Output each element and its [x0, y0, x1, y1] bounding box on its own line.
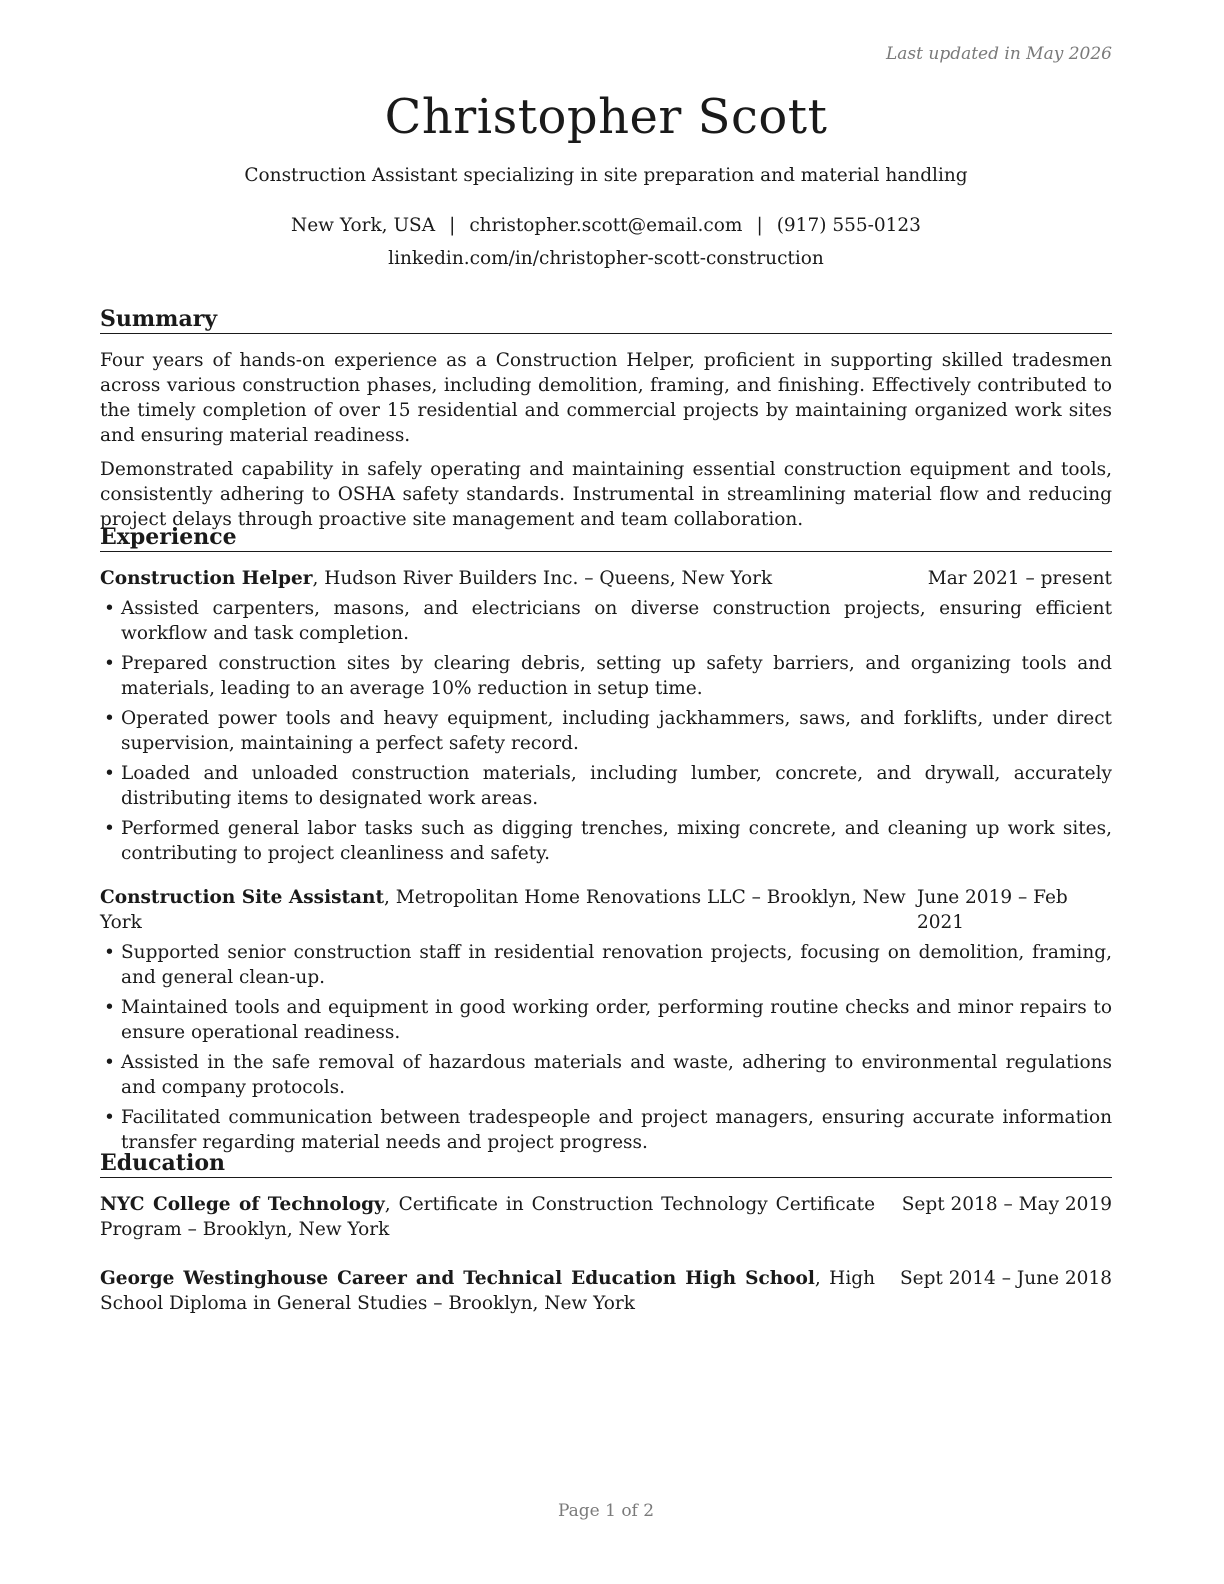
job-company: , Metropolitan Home Renovations LLC – Brooklyn, New York [100, 887, 906, 933]
contact-location: New York, USA [291, 215, 436, 236]
bullet-text: Performed general labor tasks such as digging trenches, mixing concrete, and cleaning up work sites, contributing to project cleanliness and safety. [121, 818, 1112, 864]
contact-phone[interactable]: (917) 555-0123 [776, 215, 921, 236]
page-number: Page 1 of 2 [557, 1501, 655, 1521]
education-description [100, 1266, 875, 1316]
bullet-glyph: • [104, 1107, 115, 1128]
job-bullets [100, 596, 1112, 866]
bullet-text: Operated power tools and heavy equipment, including jackhammers, saws, and forklifts, under direct supervision, maintaining a perfect safety record. [121, 708, 1112, 754]
bullet-glyph: • [104, 598, 115, 619]
bullet-text: Supported senior construction staff in residential renovation projects, focusing on demolition, framing, and general clean-up. [121, 942, 1112, 988]
job-title-line [100, 885, 917, 935]
bullet-glyph: • [104, 818, 115, 839]
bullet-glyph: • [104, 997, 115, 1018]
list-item [100, 651, 1112, 701]
bullet-glyph: • [104, 653, 115, 674]
education-section [100, 1149, 1112, 1316]
contact-separator: | [449, 215, 456, 236]
job-heading [100, 566, 1112, 591]
job-heading [100, 885, 1112, 935]
candidate-tagline: Construction Assistant specializing in site preparation and material handling [244, 165, 968, 186]
education-detail: , High School Diploma in General Studies – Brooklyn, New York [100, 1268, 875, 1314]
education-dates: Sept 2018 – May 2019 [901, 1194, 1112, 1215]
job-dates: Mar 2021 – present [927, 568, 1112, 589]
contact-line [100, 214, 1112, 238]
bullet-glyph: • [104, 942, 115, 963]
contact-linkedin[interactable]: linkedin.com/in/christopher-scott-construction [388, 248, 824, 269]
resume-header [100, 86, 1112, 271]
bullet-text: Prepared construction sites by clearing debris, setting up safety barriers, and organizing tools and materials, leading to an average 10% reduction in setup time. [121, 653, 1112, 699]
summary-paragraph: Four years of hands-on experience as a Construction Helper, proficient in supporting skilled tradesmen across various construction phases, including demolition, framing, and finishing. Effectively contributed to the timely completion of over 15 residential and commercial projects by maintaining organized work sites and ensuring material readiness. [100, 350, 1112, 446]
bullet-text: Loaded and unloaded construction materials, including lumber, concrete, and drywall, accurately distributing items to designated work areas. [121, 763, 1112, 809]
bullet-text: Facilitated communication between tradespeople and project managers, ensuring accurate information transfer regarding material needs and project progress. [121, 1107, 1112, 1153]
list-item [100, 816, 1112, 866]
resume-page [100, 0, 1112, 1584]
job-company: , Hudson River Builders Inc. – Queens, New York [312, 568, 773, 589]
candidate-name: Christopher Scott [384, 89, 828, 145]
list-item [100, 1050, 1112, 1100]
job-entry [100, 566, 1112, 866]
list-item [100, 706, 1112, 756]
summary-section [100, 305, 1112, 532]
education-dates: Sept 2014 – June 2018 [899, 1268, 1112, 1289]
bullet-glyph: • [104, 1052, 115, 1073]
last-updated-note: Last updated in May 2026 [885, 44, 1112, 64]
list-item [100, 995, 1112, 1045]
summary-paragraph: Demonstrated capability in safely operating and maintaining essential construction equipment and tools, consistently adhering to OSHA safety standards. Instrumental in streamlining material flow and reducing project delays through proactive site management and team collaboration. [100, 459, 1112, 530]
education-entry [100, 1266, 1112, 1316]
education-description [100, 1192, 875, 1242]
job-bullets [100, 940, 1112, 1155]
education-school: NYC College of Technology [100, 1194, 385, 1215]
job-role: Construction Helper [100, 568, 313, 589]
list-item [100, 940, 1112, 990]
experience-section [100, 523, 1112, 1160]
list-item [100, 1105, 1112, 1155]
job-entry [100, 885, 1112, 1155]
bullet-glyph: • [104, 763, 115, 784]
list-item [100, 596, 1112, 646]
job-dates: June 2019 – Feb 2021 [916, 887, 1068, 933]
list-item [100, 761, 1112, 811]
education-detail: , Certificate in Construction Technology Certificate Program – Brooklyn, New York [100, 1194, 876, 1240]
education-entry [100, 1192, 1112, 1242]
job-title-line [100, 566, 772, 591]
bullet-text: Assisted carpenters, masons, and electricians on diverse construction projects, ensuring efficient workflow and task completion. [121, 598, 1112, 644]
bullet-text: Assisted in the safe removal of hazardous materials and waste, adhering to environmental regulations and company protocols. [121, 1052, 1112, 1098]
bullet-glyph: • [104, 708, 115, 729]
bullet-text: Maintained tools and equipment in good working order, performing routine checks and minor repairs to ensure operational readiness. [121, 997, 1112, 1043]
contact-email[interactable]: christopher.scott@email.com [469, 215, 743, 236]
section-title-summary: Summary [100, 305, 1112, 334]
education-school: George Westinghouse Career and Technical Education High School [100, 1268, 815, 1289]
section-title-experience: Experience [100, 523, 1112, 552]
contact-separator: | [756, 215, 763, 236]
job-role: Construction Site Assistant [100, 887, 385, 908]
section-title-education: Education [100, 1149, 1112, 1178]
